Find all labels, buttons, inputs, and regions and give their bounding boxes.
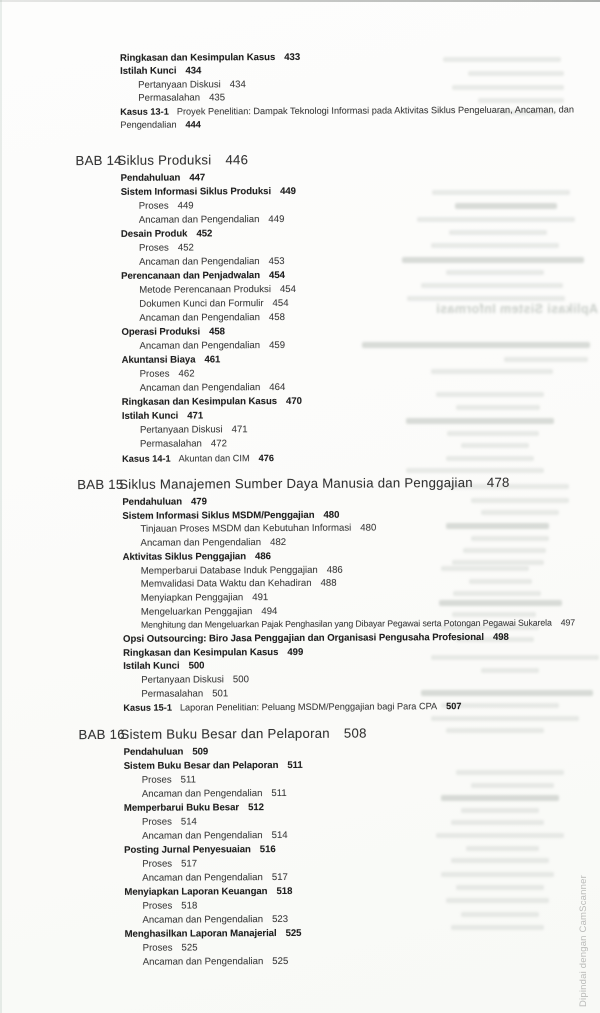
entry-page-number: 435 xyxy=(209,92,226,104)
entry-label: Posting Jurnal Penyesuaian xyxy=(124,844,251,856)
entry-label: Proses xyxy=(142,900,173,912)
entry-label: Proses xyxy=(138,200,169,212)
entry-label: Menghasilkan Laporan Manajerial xyxy=(124,928,277,940)
entry-page-number: 491 xyxy=(252,591,269,604)
entry-label: Ancaman dan Pengendalian xyxy=(142,830,263,842)
entry-page-number: 494 xyxy=(261,605,278,617)
entry-page-number: 459 xyxy=(269,339,286,352)
chapter-label: BAB 15 xyxy=(77,476,124,493)
entry-page-number: 447 xyxy=(189,172,206,184)
entry-page-number: 488 xyxy=(320,577,337,590)
entry-page-number: 476 xyxy=(258,453,274,464)
entry-page-number: 434 xyxy=(229,78,246,91)
entry-page-number: 449 xyxy=(280,185,296,198)
toc-section xyxy=(78,724,589,970)
entry-label: Ancaman dan Pengendalian xyxy=(139,312,260,324)
entry-page-number: 525 xyxy=(272,955,289,968)
entry-page-number: 499 xyxy=(287,646,304,658)
entry-label: Menyiapkan Laporan Keuangan xyxy=(124,886,268,898)
case-label: Kasus 13-1 xyxy=(120,106,169,117)
entry-label: Metode Perencanaan Produksi xyxy=(139,284,271,296)
chapter-title: Siklus Produksi xyxy=(117,152,212,168)
entry-page-number: 486 xyxy=(254,550,271,562)
toc-entry xyxy=(78,617,588,633)
entry-label: Pertanyaan Diskusi xyxy=(138,79,221,91)
entry-page-number: 501 xyxy=(212,688,229,700)
entry-page-number: 507 xyxy=(446,700,462,711)
entry-label: Ancaman dan Pengendalian xyxy=(142,956,264,968)
case-entry xyxy=(77,449,580,466)
entry-label: Memperbarui Buku Besar xyxy=(123,802,240,814)
entry-label: Ancaman dan Pengendalian xyxy=(139,382,261,394)
entry-label: Mengeluarkan Penggajian xyxy=(140,605,253,618)
entry-page-number: 452 xyxy=(196,228,213,240)
entry-page-number: 517 xyxy=(271,871,288,884)
case-label: Kasus 15-1 xyxy=(123,702,172,713)
entry-page-number: 461 xyxy=(204,354,221,366)
entry-page-number: 523 xyxy=(272,913,289,926)
chapter-title: Sistem Buku Besar dan Pelaporan xyxy=(120,725,330,742)
entry-label: Pendahuluan xyxy=(122,496,183,508)
entry-label: Ancaman dan Pengendalian xyxy=(142,914,264,926)
entry-label: Istilah Kunci xyxy=(121,410,179,422)
chapter-page-number: 508 xyxy=(343,725,367,741)
case-entry xyxy=(78,699,581,715)
toc-section xyxy=(75,150,587,466)
entry-page-number: 472 xyxy=(210,438,227,450)
entry-page-number: 509 xyxy=(192,746,209,758)
entry-page-number: 516 xyxy=(259,844,276,856)
entry-label: Dokumen Kunci dan Formulir xyxy=(139,298,264,310)
entry-label: Proses xyxy=(139,368,170,380)
entry-page-number: 486 xyxy=(326,564,343,576)
entry-label: Proses xyxy=(142,942,173,954)
entry-label: Sistem Informasi Siklus Produksi xyxy=(120,186,272,198)
entry-label: Proses xyxy=(141,774,172,786)
entry-page-number: 480 xyxy=(323,509,340,521)
entry-page-number: 518 xyxy=(276,885,293,898)
entry-label: Aktivitas Siklus Penggajian xyxy=(122,551,247,563)
toc-entry xyxy=(80,953,590,970)
entry-label: Ringkasan dan Kesimpulan Kasus xyxy=(123,646,279,659)
entry-page-number: 454 xyxy=(268,269,285,282)
entry-label: Tinjauan Proses MSDM dan Kebutuhan Informasi xyxy=(140,523,352,536)
entry-page-number: 500 xyxy=(188,660,205,672)
entry-page-number: 525 xyxy=(181,942,198,954)
entry-label: Proses xyxy=(141,816,172,828)
entry-label: Pendahuluan xyxy=(123,746,184,758)
entry-page-number: 452 xyxy=(177,242,194,254)
entry-label: Proses xyxy=(142,858,173,870)
entry-label: Ringkasan dan Kesimpulan Kasus xyxy=(121,396,278,408)
chapter-heading xyxy=(75,150,585,168)
entry-label: Pertanyaan Diskusi xyxy=(141,674,224,686)
entry-label: Menyiapkan Penggajian xyxy=(140,592,244,604)
chapter-heading xyxy=(78,724,588,742)
entry-page-number: 454 xyxy=(272,297,289,310)
entry-label: Opsi Outsourcing: Biro Jasa Penggajian dan Organisasi Pengusaha Profesional xyxy=(123,631,484,645)
entry-page-number: 514 xyxy=(180,816,197,828)
entry-label: Akuntansi Biaya xyxy=(121,354,196,366)
entry-label: Istilah Kunci xyxy=(123,660,180,673)
entry-label: Proses xyxy=(138,242,169,254)
entry-label: Permasalahan xyxy=(139,438,202,450)
entry-page-number: 462 xyxy=(178,368,195,380)
entry-page-number: 471 xyxy=(231,424,248,436)
chapter-label: BAB 16 xyxy=(78,726,125,743)
toc-section xyxy=(77,474,588,715)
entry-page-number: 512 xyxy=(248,802,264,814)
entry-page-number: 482 xyxy=(270,537,287,549)
entry-page-number: 458 xyxy=(268,311,285,324)
entry-label: Proyek Penelitian: Dampak Teknologi Informasi pada Aktivitas Siklus Pengeluaran, Ancaman, dan Pengendalian xyxy=(120,104,574,130)
entry-label: Sistem Informasi Siklus MSDM/Penggajian xyxy=(122,509,315,522)
entry-label: Memvalidasi Data Waktu dan Kehadiran xyxy=(140,578,312,590)
chapter-heading xyxy=(77,474,587,492)
entry-label: Ancaman dan Pengendalian xyxy=(138,214,260,226)
entry-label: Istilah Kunci xyxy=(120,65,177,78)
entry-label: Ringkasan dan Kesimpulan Kasus xyxy=(119,52,276,64)
entry-label: Perencanaan dan Penjadwalan xyxy=(121,270,261,282)
entry-page-number: 433 xyxy=(284,51,301,63)
entry-page-number: 500 xyxy=(232,674,249,686)
entry-label: Ancaman dan Pengendalian xyxy=(139,256,260,268)
entry-label: Pertanyaan Diskusi xyxy=(139,424,223,436)
entry-page-number: 434 xyxy=(185,65,202,77)
entry-label: Ancaman dan Pengendalian xyxy=(141,788,263,800)
entry-page-number: 517 xyxy=(181,858,198,870)
entry-page-number: 514 xyxy=(271,829,288,842)
entry-page-number: 497 xyxy=(560,617,576,628)
entry-page-number: 470 xyxy=(286,395,302,407)
bleedthrough-heading: Aplikasi Sistem Informasi xyxy=(435,302,598,316)
entry-page-number: 444 xyxy=(185,119,201,130)
entry-page-number: 449 xyxy=(177,200,194,212)
entry-page-number: 454 xyxy=(279,283,296,296)
entry-label: Desain Produk xyxy=(120,228,188,240)
toc-section xyxy=(75,49,585,132)
camscanner-watermark: Dipindai dengan CamScanner xyxy=(578,875,589,1007)
entry-label: Pendahuluan xyxy=(120,172,181,184)
entry-page-number: 471 xyxy=(187,410,204,422)
entry-label: Memperbarui Database Induk Penggajian xyxy=(140,564,318,577)
chapter-title: Siklus Manajemen Sumber Daya Manusia dan Penggajian xyxy=(119,475,473,492)
entry-page-number: 518 xyxy=(181,900,198,912)
entry-label: Menghitung dan Mengeluarkan Pajak Penghasilan yang Dibayar Pegawai serta Potongan Pegawai Sukarela xyxy=(140,617,552,631)
case-entry xyxy=(75,103,578,132)
entry-label: Akuntan dan CIM xyxy=(178,453,250,464)
entry-page-number: 464 xyxy=(269,381,286,394)
entry-page-number: 458 xyxy=(209,326,225,338)
chapter-page-number: 446 xyxy=(225,152,249,168)
chapter-label: BAB 14 xyxy=(75,152,122,169)
entry-page-number: 511 xyxy=(180,774,196,786)
entry-page-number: 498 xyxy=(492,631,509,643)
entry-label: Operasi Produksi xyxy=(121,326,201,338)
entry-label: Laporan Penelitian: Peluang MSDM/Penggajian bagi Para CPA xyxy=(179,700,438,713)
entry-page-number: 480 xyxy=(360,522,377,534)
entry-label: Sistem Buku Besar dan Pelaporan xyxy=(123,760,279,772)
chapter-page-number: 478 xyxy=(486,474,510,490)
entry-page-number: 449 xyxy=(268,213,285,226)
entry-page-number: 479 xyxy=(190,496,207,508)
entry-label: Ancaman dan Pengendalian xyxy=(142,872,263,884)
entry-page-number: 525 xyxy=(285,927,302,939)
entry-page-number: 511 xyxy=(287,759,303,771)
entry-label: Permasalahan xyxy=(141,688,204,700)
case-label: Kasus 14-1 xyxy=(122,453,171,464)
entry-label: Ancaman dan Pengendalian xyxy=(139,340,261,352)
entry-label: Permasalahan xyxy=(138,92,201,104)
entry-page-number: 453 xyxy=(268,255,285,268)
entry-label: Ancaman dan Pengendalian xyxy=(140,537,262,549)
entry-page-number: 511 xyxy=(271,787,287,800)
